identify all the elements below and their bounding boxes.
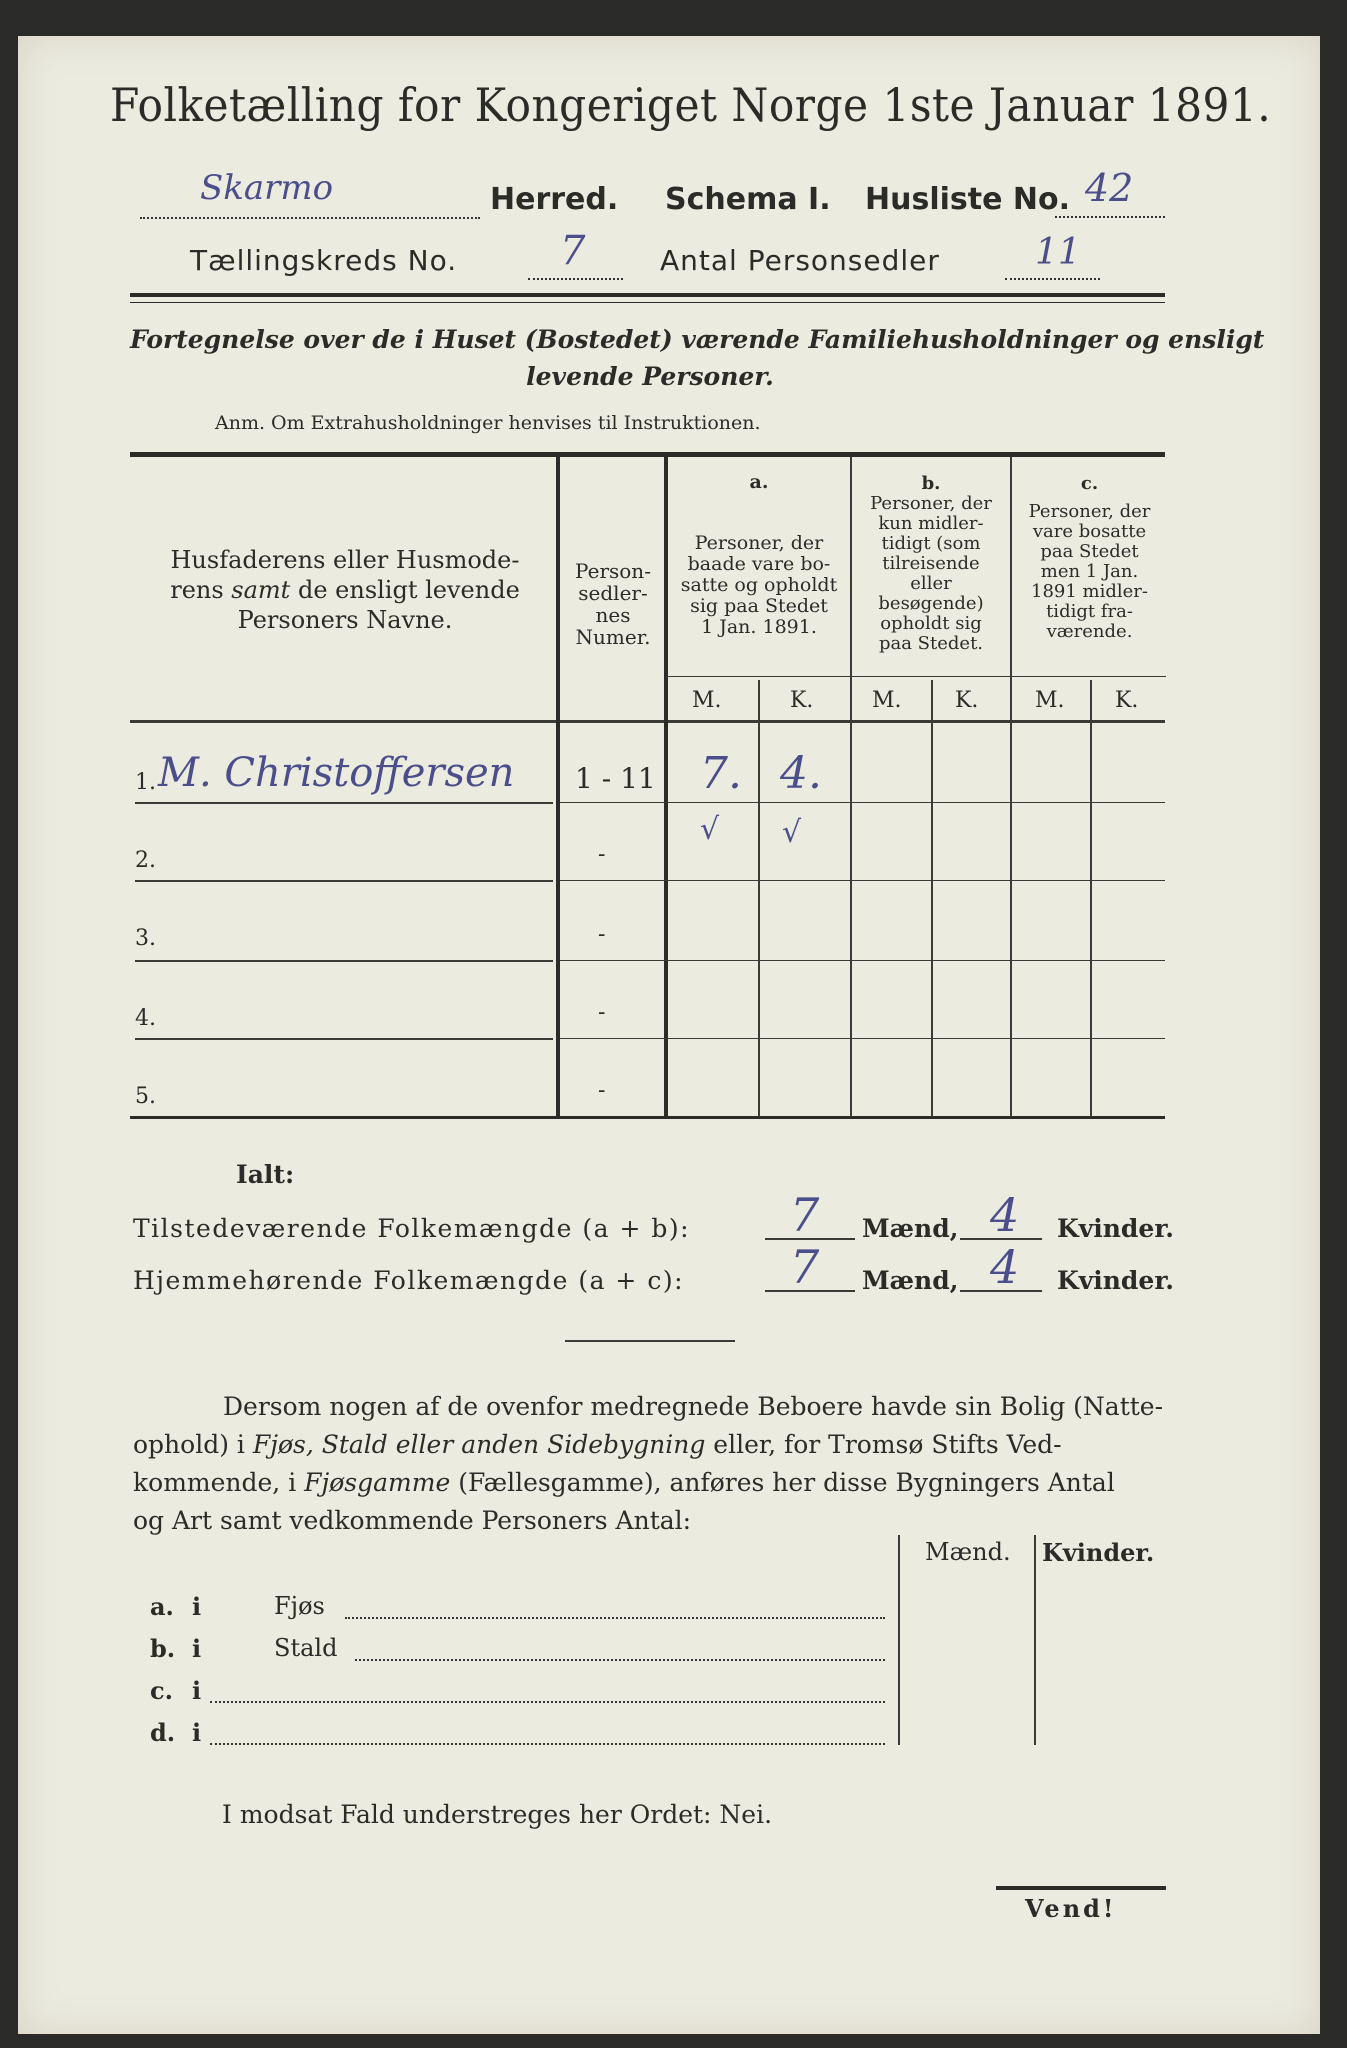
section-separator [565, 1340, 735, 1342]
nei-note: I modsat Fald understreges her Ordet: Nei. [222, 1800, 773, 1829]
mk-header-rule [666, 676, 1166, 677]
personsedler-label: Antal Personsedler [660, 244, 940, 277]
hjemme-label: Hjemmehørende Folkemængde (a + c): [133, 1266, 684, 1295]
anm-note: Anm. Om Extrahusholdninger henvises til Instruktionen. [215, 412, 761, 434]
row-2-rule-right [560, 880, 1165, 881]
tilstede-k-value: 4 [990, 1188, 1020, 1242]
row-1-a-m-check: √ [700, 812, 720, 847]
building-a-dots [345, 1605, 885, 1619]
taellingskreds-value: 7 [560, 228, 586, 274]
building-b-letter: b. [150, 1634, 176, 1663]
schema-label: Schema I. [665, 182, 831, 217]
vend-rule [996, 1886, 1166, 1890]
c-k-label: K. [1115, 688, 1139, 713]
ialt-label: Ialt: [236, 1160, 295, 1189]
col-divider-c-mk [1090, 680, 1092, 1117]
row-1-a-m: 7. [700, 748, 742, 799]
row-3-personsedler-num: - [598, 922, 606, 947]
col-header-b: b. Personer, der kun midler- tidigt (som tilreisende eller besøgende) opholdt sig paa Stedet. [870, 473, 992, 654]
taellingskreds-label: Tællingskreds No. [190, 244, 458, 277]
personsedler-value: 11 [1035, 232, 1081, 273]
row-4-number: 4. [135, 1006, 156, 1031]
row-5-personsedler-num: - [598, 1078, 606, 1103]
a-k-label: K. [790, 688, 814, 713]
row-2-rule [135, 880, 553, 882]
building-c-letter: c. [150, 1676, 173, 1705]
building-d-i: i [192, 1718, 202, 1747]
intro-line-1: Fortegnelse over de i Huset (Bostedet) værende Familiehusholdninger og ensligt [130, 325, 1265, 354]
building-b-dots [355, 1647, 885, 1661]
row-2-number: 2. [135, 848, 156, 873]
husliste-value: 42 [1085, 166, 1134, 210]
vend-label: Vend! [1025, 1894, 1117, 1923]
hjemme-k-value: 4 [990, 1240, 1020, 1294]
hjemme-m-value: 7 [790, 1240, 820, 1294]
row-3-number: 3. [135, 926, 156, 951]
col-divider-b-mk [931, 680, 933, 1117]
row-4-personsedler-num: - [598, 1000, 606, 1025]
col-divider-names [556, 457, 560, 1117]
row-5-number: 5. [135, 1084, 156, 1109]
c-m-label: M. [1035, 688, 1065, 713]
row-2-personsedler-num: - [598, 842, 606, 867]
hjemme-maend-label: Mænd, [862, 1266, 959, 1295]
col-header-a: a. Personer, der baade vare bo- satte og opholdt sig paa Stedet 1 Jan. 1891. [680, 471, 838, 638]
tilstede-maend-label: Mænd, [862, 1214, 959, 1243]
header-rule-thin [130, 302, 1165, 303]
tilstede-label: Tilstedeværende Folkemængde (a + b): [133, 1214, 691, 1243]
building-c-i: i [192, 1676, 202, 1705]
header-rule-thick [130, 293, 1165, 297]
herred-label: Herred. [490, 182, 619, 217]
b-m-label: M. [872, 688, 902, 713]
row-4-rule-right [560, 1038, 1165, 1039]
building-c-dots [210, 1689, 885, 1703]
buildings-kvinder-header: Kvinder. [1042, 1538, 1155, 1567]
row-1-a-k-check: √ [782, 815, 802, 850]
col-header-names: Husfaderens eller Husmode- rens samt de ensligt levende Personers Navne. [170, 546, 520, 634]
row-1-personsedler-num: 1 - 11 [575, 762, 656, 795]
building-b-i: i [192, 1634, 202, 1663]
dersom-paragraph: Dersom nogen af de ovenfor medregnede Beboere havde sin Bolig (Natte- ophold) i Fjøs, Stald eller anden Sidebygning eller, for Tromsø Stifts Ved- kommende, i Fjøsgamme (Fællesgamme), anføres her disse Bygningers Antal og Art samt vedkommende Personers Antal: [133, 1392, 1164, 1535]
intro-line-2: levende Personer. [526, 362, 774, 391]
form-title: Folketælling for Kongeriget Norge 1ste Januar 1891. [110, 78, 1272, 132]
husliste-label: Husliste No. [865, 182, 1070, 217]
buildings-maend-header: Mænd. [925, 1538, 1011, 1566]
row-1-name: M. Christoffersen [158, 750, 515, 796]
row-1-number: 1. [135, 770, 156, 795]
building-a-text: Fjøs [274, 1592, 325, 1620]
building-a-i: i [192, 1592, 202, 1621]
row-4-rule [135, 1038, 553, 1040]
a-m-label: M. [692, 688, 722, 713]
b-k-label: K. [955, 688, 979, 713]
row-3-rule [135, 960, 553, 962]
buildings-divider-right [1034, 1535, 1036, 1745]
herred-value: Skarmo [200, 168, 334, 208]
buildings-divider-left [898, 1535, 900, 1745]
tilstede-m-value: 7 [790, 1188, 820, 1242]
building-b-text: Stald [274, 1634, 338, 1662]
building-d-dots [210, 1731, 885, 1745]
tilstede-kvinder-label: Kvinder. [1057, 1214, 1174, 1243]
hjemme-kvinder-label: Kvinder. [1057, 1266, 1174, 1295]
col-divider-a-mk [758, 680, 760, 1117]
row-1-rule-right [560, 802, 1165, 803]
col-header-num: Person- sedler- nes Numer. [575, 559, 651, 649]
building-a-letter: a. [150, 1592, 174, 1621]
row-1-rule [135, 802, 553, 804]
row-3-rule-right [560, 960, 1165, 961]
building-d-letter: d. [150, 1718, 176, 1747]
col-header-c: c. Personer, der vare bosatte paa Stedet men 1 Jan. 1891 midler- tidigt fra- værende. [1028, 473, 1151, 642]
row-1-a-k: 4. [780, 748, 822, 799]
